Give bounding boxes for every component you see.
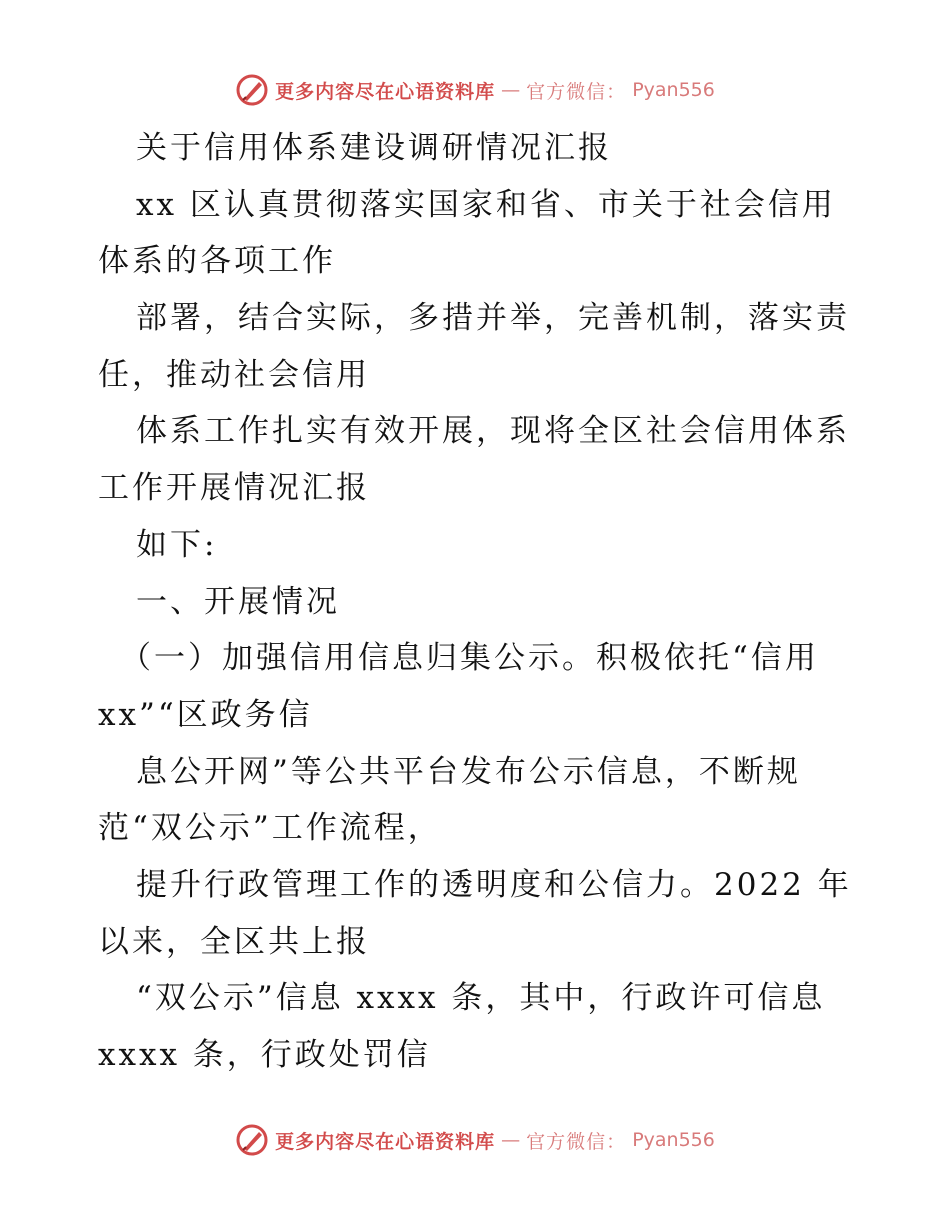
paragraph-line: “双公示”信息 xxxx 条，其中，行政许可信息 (136, 980, 826, 1017)
watermark-official: 官方微信： (526, 1130, 627, 1153)
paragraph-line: xx 区认真贯彻落实国家和省、市关于社会信用 (136, 186, 836, 223)
watermark-separator: — (501, 79, 521, 101)
watermark-text: 更多内容尽在心语资料库 (275, 1130, 496, 1153)
quill-logo-icon (235, 1123, 269, 1157)
watermark-text: 更多内容尽在心语资料库 (275, 80, 496, 103)
paragraph-line: 任，推动社会信用 (98, 356, 370, 393)
header-watermark (0, 68, 950, 112)
watermark-official: 官方微信： (526, 80, 627, 103)
paragraph-line: 以来，全区共上报 (98, 923, 370, 960)
watermark-account: Pyan556 (632, 1129, 715, 1151)
paragraph-line: 提升行政管理工作的透明度和公信力。2022 年 (136, 866, 852, 903)
quill-logo-icon (235, 73, 269, 107)
paragraph-line: 体系的各项工作 (98, 243, 336, 280)
paragraph-line: 工作开展情况汇报 (98, 470, 370, 507)
paragraph-line: 部署，结合实际，多措并举，完善机制，落实责 (136, 300, 850, 337)
paragraph-line: 范“双公示”工作流程， (98, 810, 442, 847)
watermark-separator: — (501, 1129, 521, 1151)
document-body (98, 120, 854, 1084)
paragraph-line: 息公开网”等公共平台发布公示信息，不断规 (136, 753, 801, 790)
paragraph-line: xxxx 条，行政处罚信 (98, 1037, 431, 1073)
paragraph-line: 体系工作扎实有效开展，现将全区社会信用体系 (136, 413, 850, 450)
subsection-heading: （一）加强信用信息归集公示。积极依托“信用 (120, 640, 819, 677)
paragraph-line: 如下: (136, 526, 218, 563)
footer-watermark (0, 1118, 950, 1162)
document-title: 关于信用体系建设调研情况汇报 (136, 130, 612, 166)
watermark-account: Pyan556 (632, 79, 715, 101)
paragraph-line: xx”“区政务信 (98, 696, 313, 733)
section-heading: 一、开展情况 (136, 583, 340, 620)
